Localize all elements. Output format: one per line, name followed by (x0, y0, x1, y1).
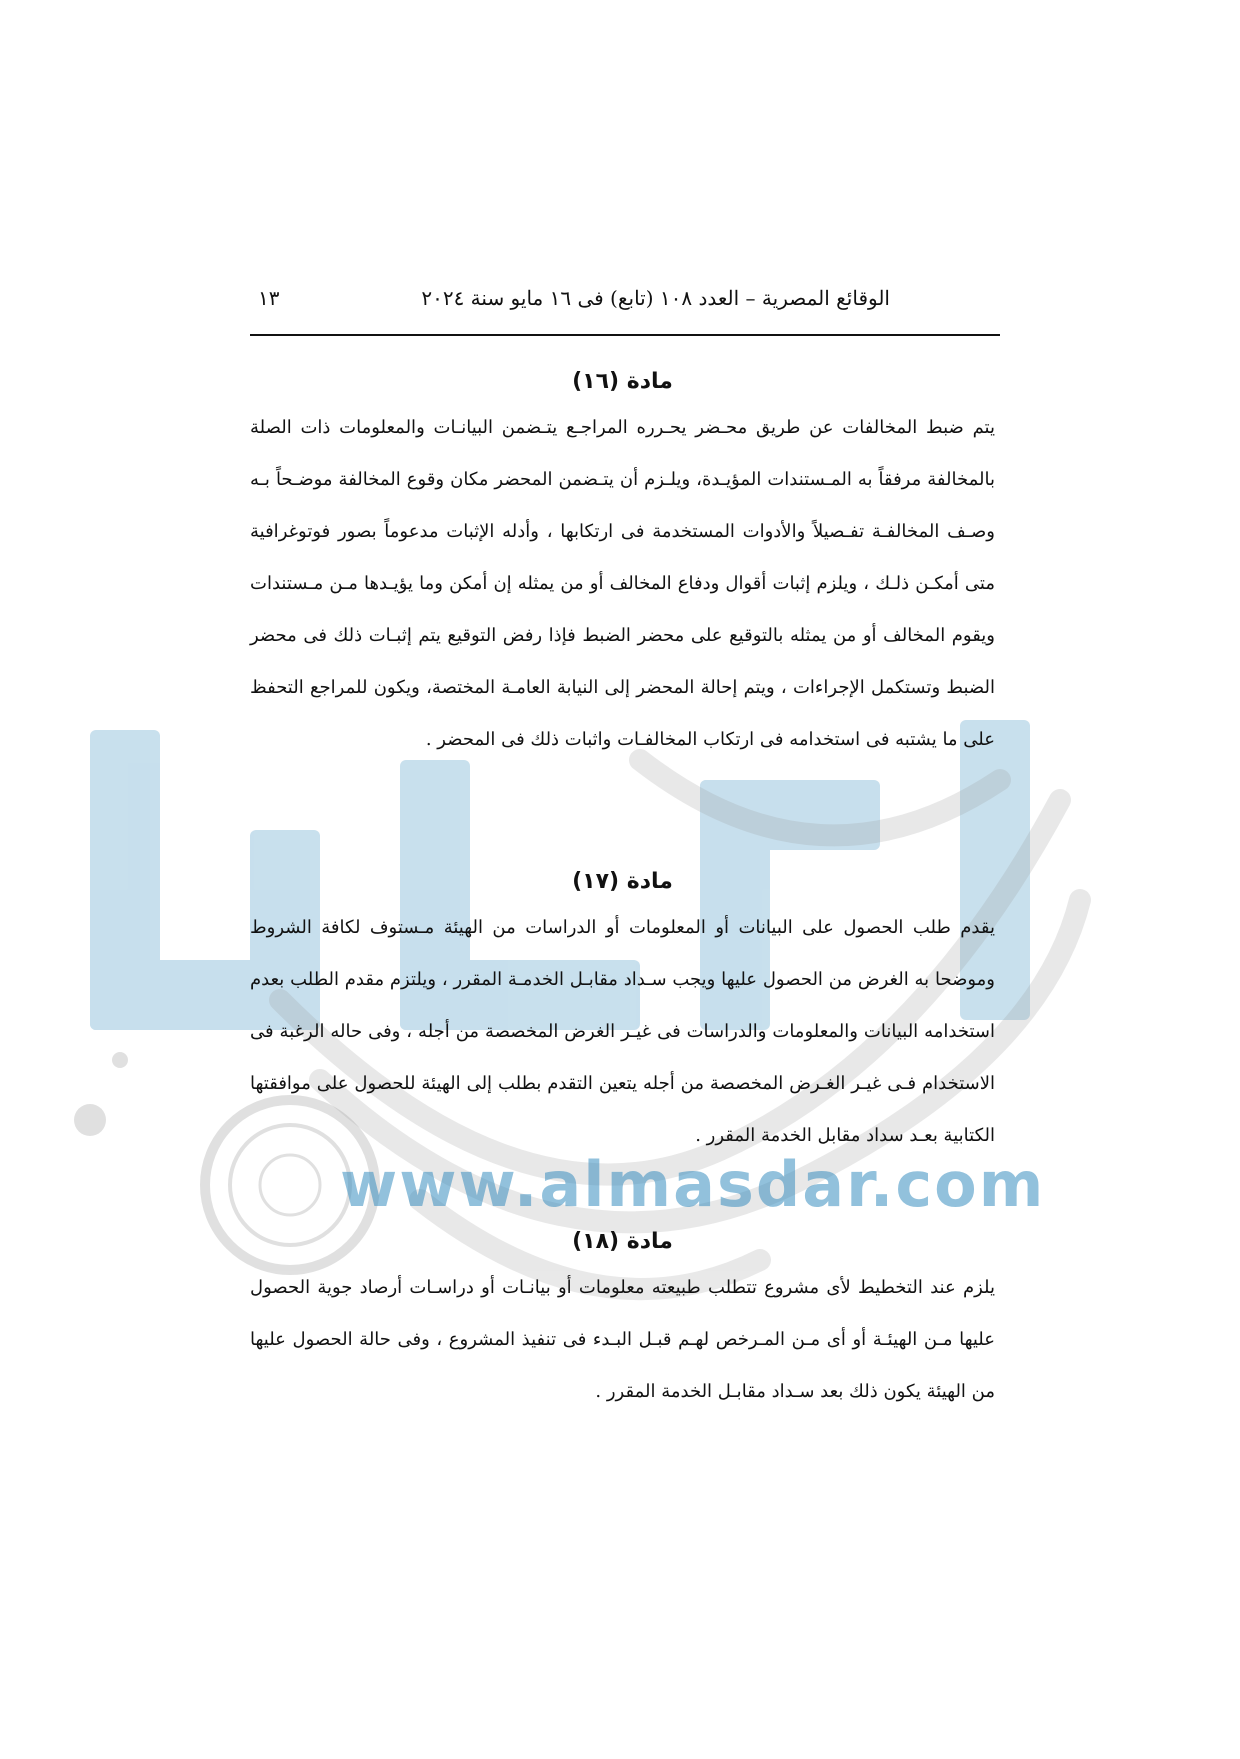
page-header (250, 282, 1000, 322)
article-title: مادة (١٨) (572, 1229, 673, 1254)
gazette-title: الوقائع المصرية – العدد ١٠٨ (تابع) فى ١٦ مايو سنة ٢٠٢٤ (421, 286, 890, 310)
header-divider (250, 334, 1000, 336)
article-title: مادة (١٧) (572, 869, 673, 894)
article-title: مادة (١٦) (572, 369, 673, 394)
article-17 (250, 862, 995, 1162)
article-text: يتم ضبط المخالفات عن طريق محـضر يحـرره المراجـع يتـضمن البيانـات والمعلومات ذات الصلة بالمخالفة مرفقاً به المـستندات المؤيـدة، ويلـزم أن يتـضمن المحضر مكان وقوع المخالفة موضـحاً بـه وصـف المخالفـة تفـصيلاً والأدوات المستخدمة فى ارتكابها ، وأدله الإثبات مدعوماً بصور فوتوغرافية متى أمكـن ذلـك ، ويلزم إثبات أقوال ودفاع المخالف أو من يمثله إن أمكن وما يؤيـدها مـن مـستندات ويقوم المخالف أو من يمثله بالتوقيع على محضر الضبط فإذا رفض التوقيع يتم إثبـات ذلك فى محضر الضبط وتستكمل الإجراءات ، ويتم إحالة المحضر إلى النيابة العامـة المختصة، ويكون للمراجع التحفظ على ما يشتبه فى استخدامه فى ارتكاب المخالفـات واثبات ذلك فى المحضر . (250, 417, 995, 750)
article-16 (250, 362, 995, 766)
page-number: ١٣ (258, 286, 280, 310)
article-text: يقدم طلب الحصول على البيانات أو المعلومات أو الدراسات من الهيئة مـستوف لكافة الشروط وموضحا به الغرض من الحصول عليها ويجب سـداد مقابـل الخدمـة المقرر ، ويلتزم مقدم الطلب بعدم استخدامه البيانات والمعلومات والدراسات فى غيـر الغرض المخصصة من أجله ، وفى حاله الرغبة فى الاستخدام فـى غيـر الغـرض المخصصة من أجله يتعين التقدم بطلب إلى الهيئة للحصول على موافقتها الكتابية بعـد سداد مقابل الخدمة المقرر . (250, 917, 995, 1146)
article-text: يلزم عند التخطيط لأى مشروع تتطلب طبيعته معلومات أو بيانـات أو دراسـات أرصاد جوية الحصول عليها مـن الهيئـة أو أى مـن المـرخص لهـم قبـل البـدء فى تنفيذ المشروع ، وفى حالة الحصول عليها من الهيئة يكون ذلك بعد سـداد مقابـل الخدمة المقرر . (250, 1277, 995, 1402)
watermark-url: www.almasdar.com (340, 1148, 1046, 1221)
article-18 (250, 1222, 995, 1418)
